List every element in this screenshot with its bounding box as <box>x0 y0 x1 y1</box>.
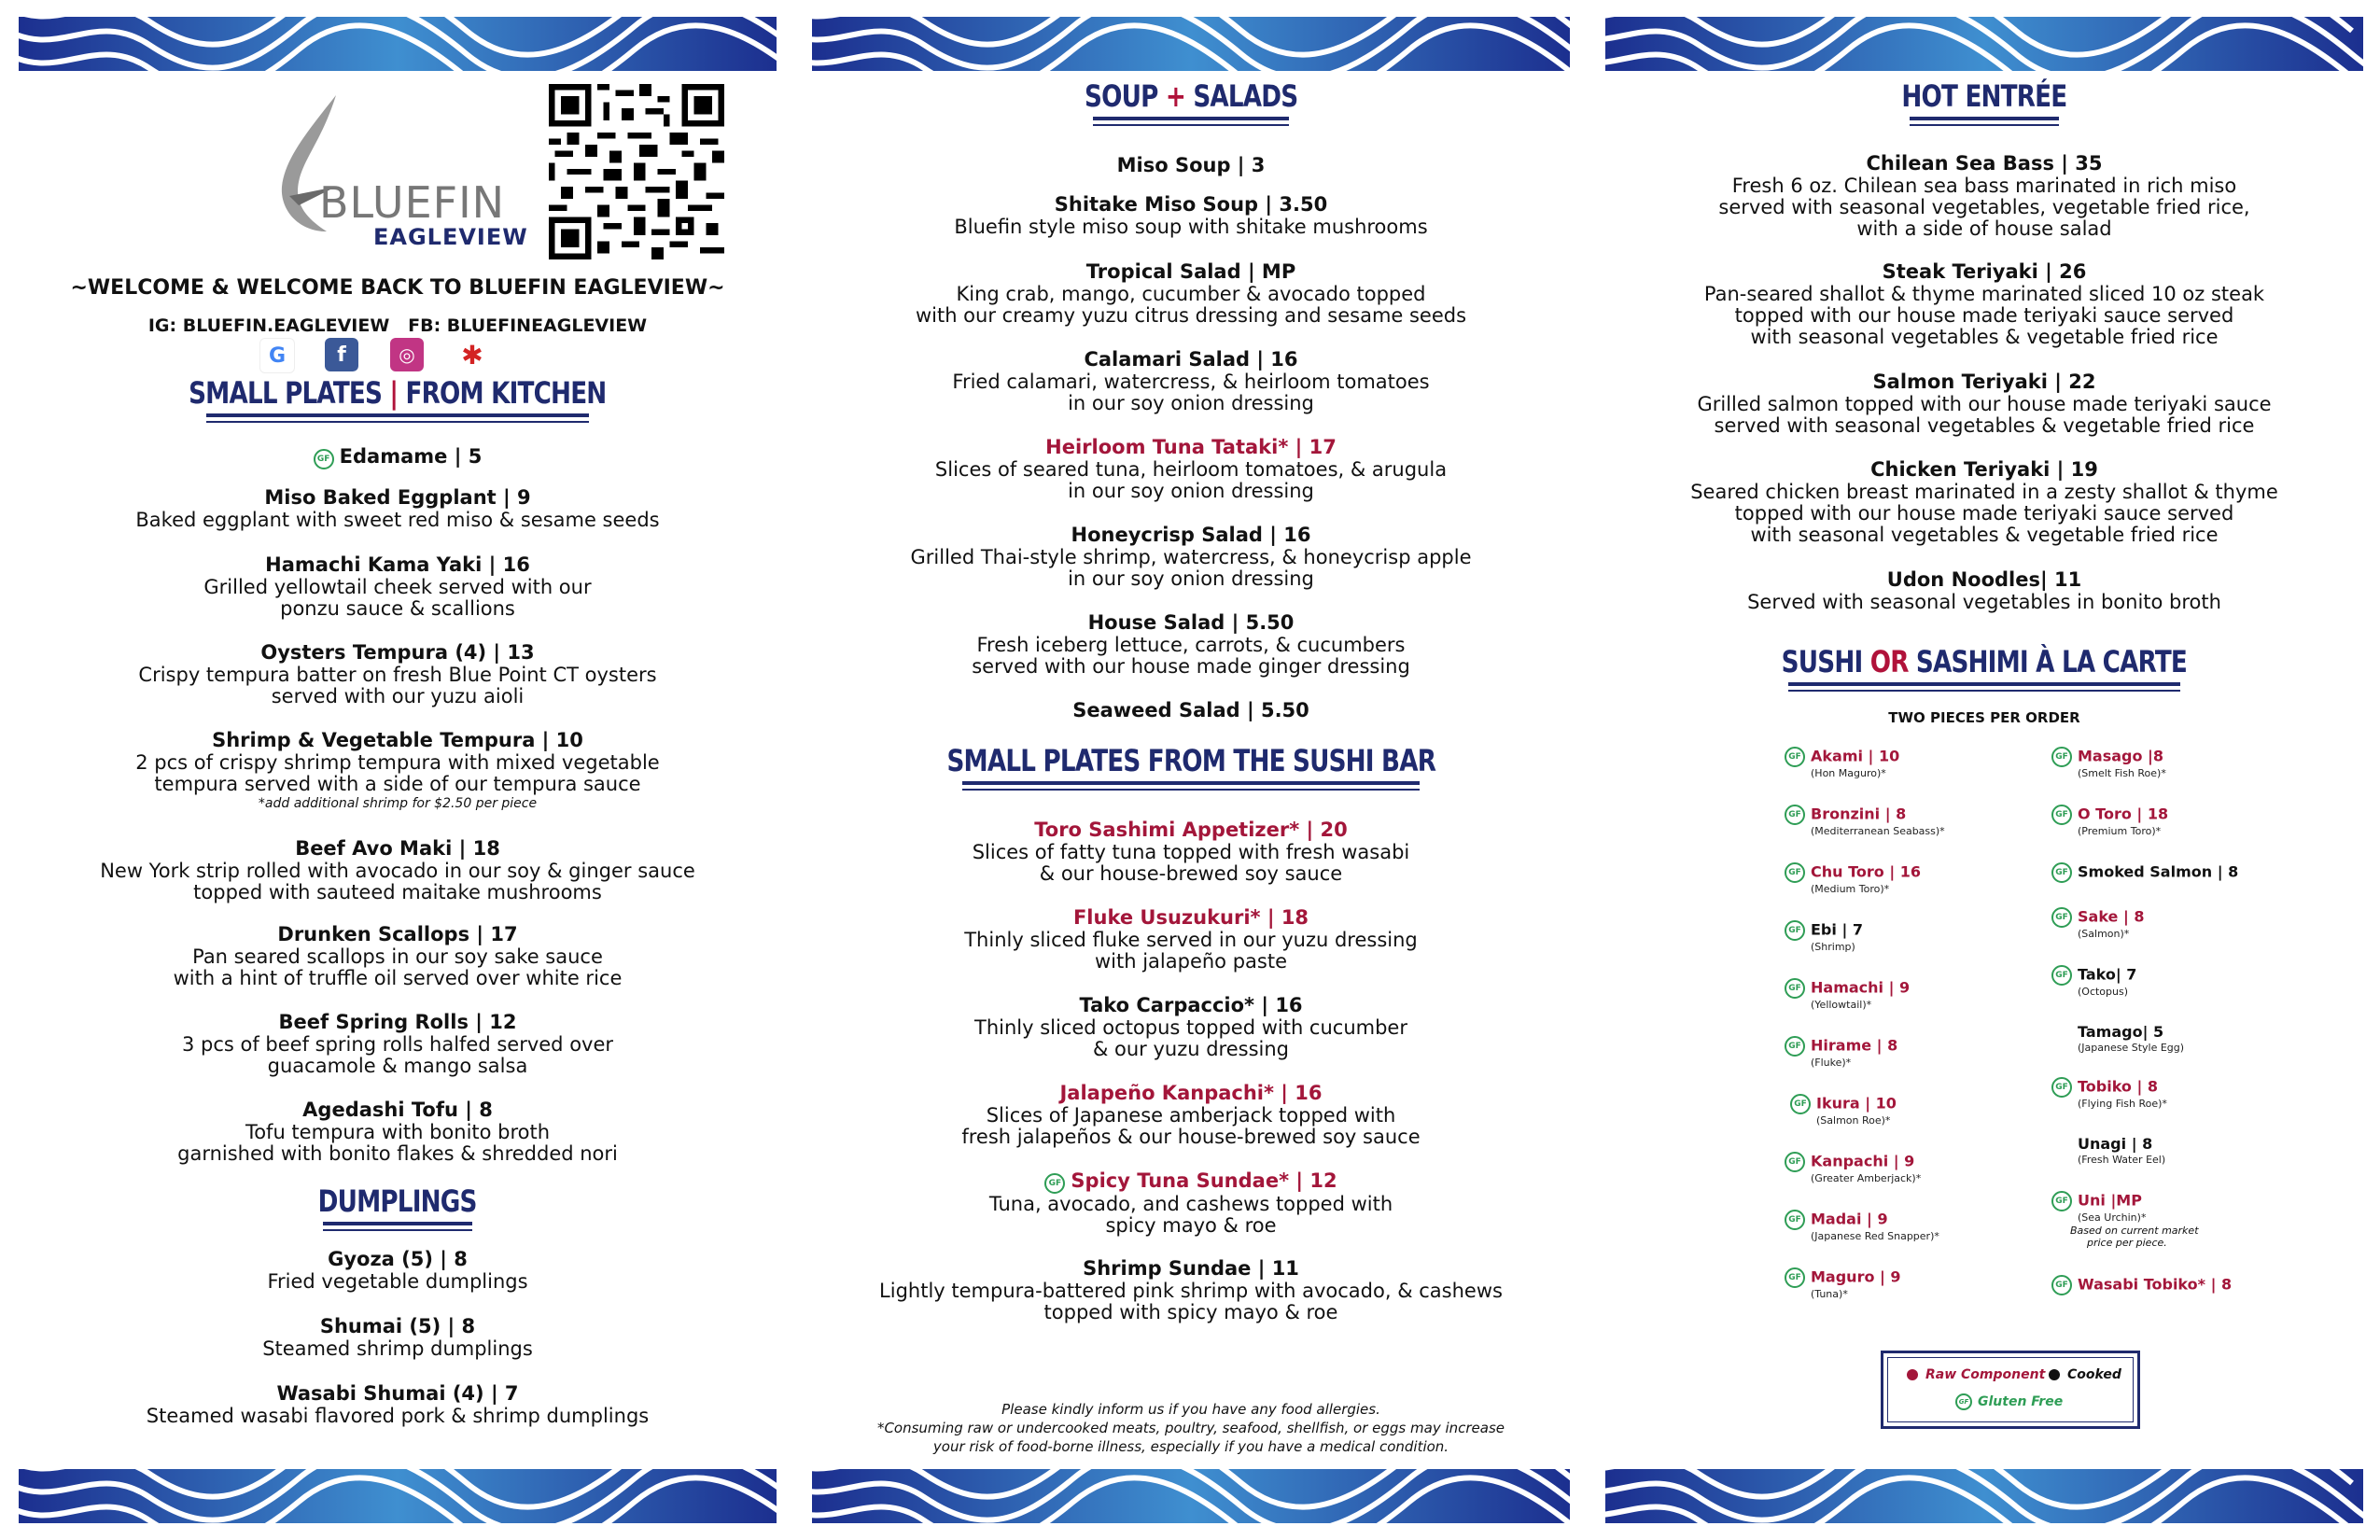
menu-item: Miso Baked Eggplant | 9 Baked eggplant with sweet red miso & sesame seeds <box>135 486 660 531</box>
sushi-item: GF Kanpachi | 9 (Greater Amberjack)* <box>1785 1152 1921 1185</box>
heading-part-a: SMALL PLATES <box>189 375 383 411</box>
google-icon[interactable]: G <box>259 338 295 373</box>
menu-item: Steak Teriyaki | 26 Pan-seared shallot & thyme marinated sliced 10 oz steak topped with our house made teriyaki sauce served with seasonal vegetables & vegetable fried rice <box>1703 260 2265 348</box>
menu-item: Chilean Sea Bass | 35 Fresh 6 oz. Chilean sea bass marinated in rich miso served with seasonal vegetables, vegetable fried rice, with a side of house salad <box>1718 152 2250 240</box>
sushi-item: GF Chu Toro | 16 (Medium Toro)* <box>1785 862 1921 896</box>
social-handles[interactable]: IG: BLUEFIN.EAGLEVIEW FB: BLUEFINEAGLEVIEW <box>147 315 648 336</box>
heading-part-a: SOUP <box>1084 78 1158 114</box>
menu-item: Fluke Usuzukuri* | 18 Thinly sliced fluke served in our yuzu dressing with jalapeño paste <box>964 906 1418 973</box>
heading-part-a: SUSHI <box>1781 644 1863 679</box>
gluten-free-icon: GF <box>1955 1393 1972 1410</box>
menu-item: Beef Spring Rolls | 12 3 pcs of beef spring rolls halfed served over guacamole & mango salsa <box>181 1011 614 1077</box>
menu-item: Shrimp Sundae | 11 Lightly tempura-battered pink shrimp with avocado, & cashews topped with spicy mayo & roe <box>879 1257 1503 1323</box>
legend-cooked: Cooked <box>2049 1367 2121 1382</box>
sushi-item: GF Bronzini | 8 (Mediterranean Seabass)* <box>1785 805 1945 838</box>
menu-item: House Salad | 5.50 Fresh iceberg lettuce, carrots, & cucumbers served with our house made ginger dressing <box>972 611 1410 678</box>
gluten-free-icon: GF <box>1785 1210 1805 1230</box>
menu-item: Hamachi Kama Yaki | 16 Grilled yellowtail cheek served with our ponzu sauce & scallions <box>203 553 592 620</box>
menu-item: Tako Carpaccio* | 16 Thinly sliced octopus topped with cucumber & our yuzu dressing <box>974 994 1407 1060</box>
gluten-free-icon: GF <box>1785 747 1805 767</box>
sushi-item: GF Tako| 7 (Octopus) <box>2051 965 2136 999</box>
raw-dot-icon <box>1907 1369 1918 1380</box>
sushi-item: GF Ebi | 7 (Shrimp) <box>1785 920 1863 954</box>
sushi-item: GF Sake | 8 (Salmon)* <box>2051 907 2145 941</box>
menu-item: Gyoza (5) | 8 Fried vegetable dumplings <box>267 1248 528 1293</box>
sushi-item: GF Hirame | 8 (Fluke)* <box>1785 1036 1897 1070</box>
soup-salads-heading <box>812 78 1570 126</box>
heading-part-b: SALADS <box>1193 78 1298 114</box>
hot-entree-heading: HOT ENTRÉE <box>1605 78 2363 126</box>
sushi-item: GF Ikura | 10 (Salmon Roe)* <box>1790 1094 1897 1127</box>
heading-part-b: SASHIMI À LA CARTE <box>1916 644 2188 679</box>
gluten-free-icon: GF <box>1044 1173 1065 1194</box>
sushi-item: GF Uni |MP (Sea Urchin)* Based on current market price per piece. <box>2051 1191 2199 1249</box>
wave-banner-bottom <box>1605 1469 2363 1523</box>
menu-item-edamame: GF Edamame | 5 <box>19 444 777 469</box>
sushi-item: Unagi | 8 (Fresh Water Eel) <box>2078 1135 2166 1166</box>
legend-gluten-free: GF Gluten Free <box>1955 1393 2063 1410</box>
gluten-free-icon: GF <box>1785 862 1805 883</box>
logo-sub: EAGLEVIEW <box>373 224 528 250</box>
small-plates-kitchen-heading <box>19 375 777 423</box>
gluten-free-icon: GF <box>1785 1267 1805 1288</box>
menu-item: Salmon Teriyaki | 22 Grilled salmon topped with our house made teriyaki sauce served with seasonal vegetables & vegetable fried rice <box>1697 371 2272 437</box>
legend-box <box>1881 1351 2140 1429</box>
heading-plus: + <box>1165 78 1185 114</box>
gluten-free-icon: GF <box>2051 965 2072 986</box>
panel-middle <box>812 0 1570 1540</box>
menu-item: Tropical Salad | MP King crab, mango, cucumber & avocado topped with our creamy yuzu citrus dressing and sesame seeds <box>915 260 1467 327</box>
gluten-free-icon: GF <box>1785 920 1805 941</box>
legend-raw: Raw Component <box>1907 1367 2045 1382</box>
two-pieces-note: TWO PIECES PER ORDER <box>1888 709 2080 726</box>
facebook-icon[interactable]: f <box>325 338 358 371</box>
menu-item: Jalapeño Kanpachi* | 16 Slices of Japanese amberjack topped with fresh jalapeños & our house-brewed soy sauce <box>961 1082 1421 1148</box>
gluten-free-icon: GF <box>1785 978 1805 999</box>
sushi-item: GF Akami | 10 (Hon Maguro)* <box>1785 747 1899 780</box>
gluten-free-icon: GF <box>1785 1152 1805 1172</box>
qr-code[interactable] <box>549 84 724 259</box>
gluten-free-icon: GF <box>2051 862 2072 883</box>
cooked-dot-icon <box>2049 1369 2060 1380</box>
bluefin-logo <box>261 93 541 252</box>
gluten-free-icon: GF <box>2051 1191 2072 1211</box>
menu-item: Chicken Teriyaki | 19 Seared chicken breast marinated in a zesty shallot & thyme topped with our house made teriyaki sauce served with seasonal vegetables & vegetable fried rice <box>1690 458 2278 546</box>
heading-or: OR <box>1869 644 1909 679</box>
menu-item: Shitake Miso Soup | 3.50 Bluefin style miso soup with shitake mushrooms <box>954 193 1428 238</box>
sushi-item: GF Wasabi Tobiko* | 8 <box>2051 1275 2232 1295</box>
sushi-bar-heading: SMALL PLATES FROM THE SUSHI BAR <box>812 743 1570 791</box>
heading-separator: | <box>389 375 399 411</box>
gluten-free-icon: GF <box>2051 907 2072 928</box>
menu-item: Heirloom Tuna Tataki* | 17 Slices of seared tuna, heirloom tomatoes, & arugula in our soy onion dressing <box>934 436 1448 502</box>
gluten-free-icon: GF <box>2051 747 2072 767</box>
gluten-free-icon: GF <box>2051 805 2072 825</box>
wave-banner-top <box>19 17 777 71</box>
menu-item: Oysters Tempura (4) | 13 Crispy tempura batter on fresh Blue Point CT oysters served with our yuzu aioli <box>138 641 657 707</box>
menu-item: Wasabi Shumai (4) | 7 Steamed wasabi flavored pork & shrimp dumplings <box>146 1382 650 1427</box>
heading-part-b: FROM KITCHEN <box>405 375 607 411</box>
sushi-item: GF Maguro | 9 (Tuna)* <box>1785 1267 1901 1301</box>
menu-item: Udon Noodles| 11 Served with seasonal vegetables in bonito broth <box>1747 568 2221 613</box>
logo-name: BLUEFIN <box>319 177 506 228</box>
welcome-text: ~WELCOME & WELCOME BACK TO BLUEFIN EAGLEVIEW~ <box>70 276 725 300</box>
menu-item: Toro Sashimi Appetizer* | 20 Slices of fatty tuna topped with fresh wasabi & our house-brewed soy sauce <box>972 819 1410 885</box>
sushi-sashimi-heading <box>1605 644 2363 692</box>
instagram-icon[interactable]: ◎ <box>390 338 424 371</box>
gluten-free-icon: GF <box>2051 1077 2072 1098</box>
menu-item: Agedashi Tofu | 8 Tofu tempura with bonito broth garnished with bonito flakes & shredded nori <box>177 1099 618 1165</box>
gluten-free-icon: GF <box>1785 805 1805 825</box>
wave-banner-top <box>1605 17 2363 71</box>
wave-banner-bottom <box>19 1469 777 1523</box>
gluten-free-icon: GF <box>2051 1275 2072 1295</box>
gluten-free-icon: GF <box>1790 1094 1811 1114</box>
allergy-disclaimer: Please kindly inform us if you have any food allergies. *Consuming raw or undercooked meats, poultry, seafood, shellfish, or eggs may increase your risk of food-borne illness, especially if you have a medical condition. <box>876 1401 1505 1455</box>
sushi-item: GF Masago |8 (Smelt Fish Roe)* <box>2051 747 2166 780</box>
menu-item: Honeycrisp Salad | 16 Grilled Thai-style shrimp, watercress, & honeycrisp apple in our soy onion dressing <box>910 524 1472 590</box>
gluten-free-icon: GF <box>314 449 334 469</box>
dumplings-heading: DUMPLINGS <box>19 1183 777 1231</box>
wave-banner-bottom <box>812 1469 1570 1523</box>
sushi-item: GF Smoked Salmon | 8 <box>2051 862 2238 883</box>
sushi-item: GF Madai | 9 (Japanese Red Snapper)* <box>1785 1210 1939 1243</box>
menu-item: Shumai (5) | 8 Steamed shrimp dumplings <box>262 1315 533 1360</box>
yelp-icon[interactable]: ✱ <box>455 338 489 371</box>
sushi-item: GF Hamachi | 9 (Yellowtail)* <box>1785 978 1910 1012</box>
sushi-item: Tamago| 5 (Japanese Style Egg) <box>2078 1023 2185 1054</box>
menu-item: Miso Soup | 3 <box>1116 154 1266 176</box>
menu-item: Shrimp & Vegetable Tempura | 10 2 pcs of crispy shrimp tempura with mixed vegetable tempura served with a side of our tempura sauce *add additional shrimp for $2.50 per piece <box>135 729 660 811</box>
gluten-free-icon: GF <box>1785 1036 1805 1057</box>
sushi-item: GF O Toro | 18 (Premium Toro)* <box>2051 805 2168 838</box>
menu-item: Seaweed Salad | 5.50 <box>1072 699 1309 721</box>
menu-item: Beef Avo Maki | 18 New York strip rolled with avocado in our soy & ginger sauce topped with sauteed maitake mushrooms <box>100 837 695 903</box>
sushi-item: GF Tobiko | 8 (Flying Fish Roe)* <box>2051 1077 2167 1111</box>
panel-right <box>1605 0 2363 1540</box>
menu-item: Calamari Salad | 16 Fried calamari, watercress, & heirloom tomatoes in our soy onion dressing <box>952 348 1430 414</box>
menu-item: Drunken Scallops | 17 Pan seared scallops in our soy sake sauce with a hint of truffle oil served over white rice <box>173 923 623 989</box>
menu-item: GF Spicy Tuna Sundae* | 12 Tuna, avocado, and cashews topped with spicy mayo & roe <box>988 1169 1393 1237</box>
panel-left <box>19 0 777 1540</box>
wave-banner-top <box>812 17 1570 71</box>
